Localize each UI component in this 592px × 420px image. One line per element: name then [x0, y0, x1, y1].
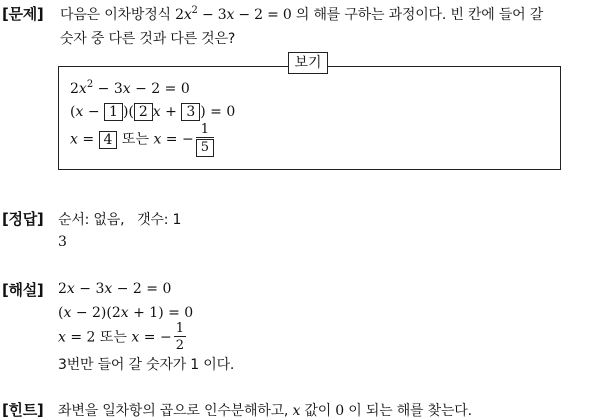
- hint-tag: [힌트]: [2, 401, 44, 419]
- problem-equation: $2x^2 - 3x - 2 = 0$: [175, 5, 292, 23]
- problem-tag: [문제]: [2, 5, 44, 23]
- or-word-2: 또는: [99, 329, 127, 346]
- problem-line1-post: 의 해를 구하는 과정이다. 빈 칸에 들어 갈: [291, 7, 544, 23]
- explanation-line2: (x − 2)(2x + 1) = 0: [58, 305, 194, 321]
- explanation-tag: [해설]: [2, 281, 44, 299]
- blank-4: 4: [99, 131, 118, 149]
- problem-line2: 숫자 중 다른 것과 다른 것은?: [60, 31, 236, 47]
- bogi-frac-num: 1: [196, 122, 214, 138]
- hint-post: 이 되는 해를 찾는다.: [344, 403, 472, 419]
- bogi-line2: (x − 1 )( 2 x + 3 ) = 0: [70, 104, 236, 120]
- blank-1: 1: [104, 103, 123, 121]
- problem-line1-pre: 다음은 이차방정식: [60, 7, 176, 23]
- bogi-line1: $2x^2 - 3x - 2 = 0$: [70, 79, 190, 97]
- hint-text: [58, 400, 472, 420]
- explanation-line1: 2x − 3x − 2 = 0: [58, 281, 172, 297]
- hint-pre: 좌변을 일차항의 곱으로 인수분해하고,: [58, 403, 293, 419]
- expl-frac-num: 1: [175, 321, 184, 336]
- answer-line2: 3: [58, 234, 67, 250]
- bogi-fraction: [196, 122, 214, 157]
- problem-line1: [60, 4, 543, 24]
- or-word-1: 또는: [121, 131, 149, 148]
- bogi-line3: x = 4 또는 x = − $\frac{1}{5}$: [70, 122, 214, 157]
- hint-mid: 값이: [300, 403, 336, 419]
- answer-line1: 순서: 없음, 갯수: 1: [58, 212, 182, 228]
- bogi-label: 보기: [288, 52, 328, 74]
- hint-zero: 0: [335, 403, 345, 419]
- answer-tag: [정답]: [2, 210, 44, 228]
- explanation-line4: 3번만 들어 갈 숫자가 1 이다.: [58, 357, 235, 373]
- explanation-line3: x = 2 또는 x = − $\frac{1}{2}$: [58, 321, 184, 353]
- blank-3: 3: [181, 103, 200, 121]
- expl-frac-den: 2: [175, 338, 184, 353]
- blank-5: 5: [196, 139, 214, 157]
- blank-2: 2: [134, 103, 153, 121]
- explanation-fraction: [174, 321, 186, 354]
- hint-var: x: [292, 403, 301, 419]
